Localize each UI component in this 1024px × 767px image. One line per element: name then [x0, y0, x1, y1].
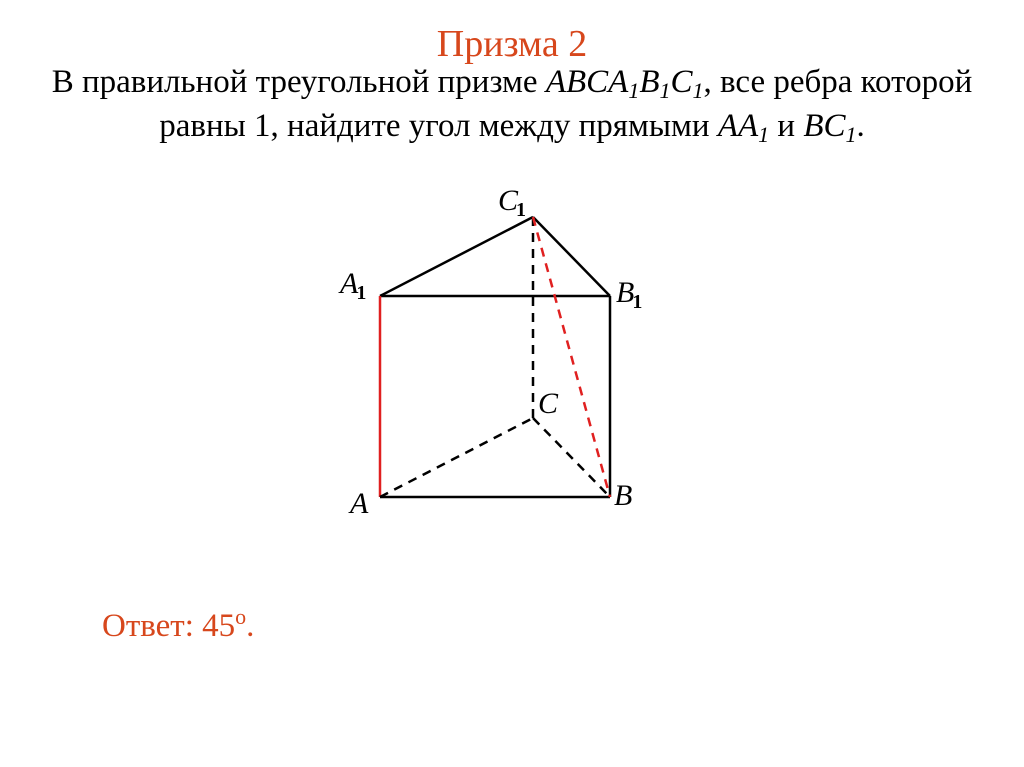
vertex-label-c1: C1: [498, 184, 527, 221]
answer-value: 45: [202, 608, 236, 644]
vertex-label-b: B: [614, 479, 633, 512]
problem-text: , все ребра которой: [703, 64, 973, 100]
degree-sign: о: [235, 604, 247, 629]
answer-label: Ответ:: [102, 608, 203, 644]
slide-title: Призма 2: [436, 23, 588, 65]
edge-c-b: [533, 418, 610, 497]
edge-a-c: [380, 418, 533, 497]
problem-text: и: [769, 108, 804, 144]
vertex-label-a: A: [350, 487, 369, 520]
answer: Ответ: $45^о$.: [102, 604, 255, 644]
vertex-label-b1: B1: [616, 276, 643, 313]
edge-c1-b1: [533, 217, 610, 296]
edge-c1-b: [533, 217, 610, 497]
line-aa1: $AA_1$: [717, 108, 770, 147]
vertex-label-c: C: [538, 387, 559, 420]
problem-text: .: [856, 108, 865, 144]
problem-text: В правильной треугольной призме: [51, 64, 546, 100]
vertex-label-a1: A1: [340, 267, 367, 304]
prism-name: $ABCA_1B_1C_1$: [545, 64, 704, 103]
problem-text: равны 1, найдите угол между прямыми: [159, 108, 718, 144]
edge-a1-c1: [380, 217, 533, 296]
line-bc1: $BC_1$: [803, 108, 857, 147]
